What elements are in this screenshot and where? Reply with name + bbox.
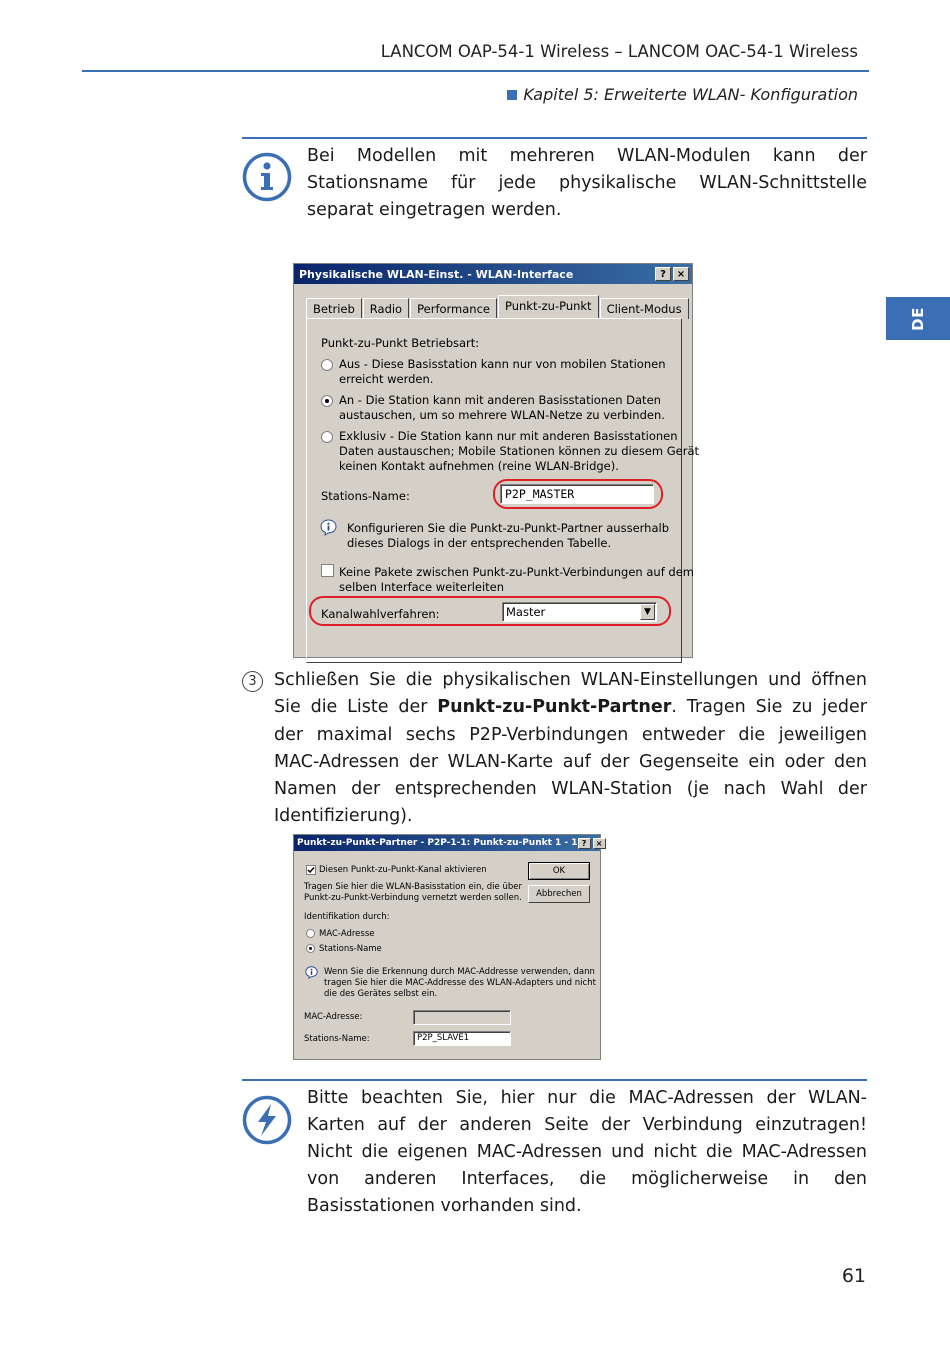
checkmark-icon — [307, 866, 315, 874]
mac-label: MAC-Adresse: — [304, 1012, 363, 1022]
info-icon — [305, 966, 318, 979]
mode-exklusiv-line1: Exklusiv - Die Station kann nur mit anderen Basisstationen — [339, 429, 678, 443]
station-name-label: Stations-Name: — [304, 1034, 370, 1044]
wlan-interface-dialog — [293, 263, 700, 658]
mode-radio-an[interactable] — [321, 395, 333, 407]
tab-client-modus[interactable]: Client-Modus — [600, 298, 689, 319]
step-text-end: . Tragen Sie zu jeder der maximal sechs P2P-Verbindungen entweder die jeweiligen MAC-Adressen der WLAN-Karte auf der Gegenseite ein oder den Namen der entsprechenden WLAN-Station (je nach Wahl der Identifizierung). — [274, 697, 868, 827]
dialog-title-bar — [294, 264, 692, 284]
help-button[interactable]: ? — [655, 267, 671, 281]
ident-mac-label: MAC-Adresse — [319, 929, 375, 939]
mac-field[interactable] — [413, 1010, 511, 1025]
dialog-title: Punkt-zu-Punkt-Partner - P2P-1-1: Punkt-zu-Punkt 1 - 1 — [297, 838, 578, 848]
mac-info-line2: tragen Sie hier die MAC-Addresse des WLAN-Adapters und nicht — [324, 978, 596, 988]
mode-aus-line2: erreicht werden. — [339, 372, 434, 386]
p2p-info-line1: Konfigurieren Sie die Punkt-zu-Punkt-Partner ausserhalb — [347, 521, 669, 535]
chapter-square-icon — [507, 90, 517, 100]
header-rule — [82, 70, 869, 72]
station-name-field[interactable]: P2P_SLAVE1 — [413, 1031, 511, 1046]
close-button[interactable]: × — [593, 838, 606, 849]
step-number: 3 — [242, 671, 263, 692]
language-tab-label: DE — [908, 306, 927, 331]
p2p-partner-dialog — [293, 834, 601, 1060]
warning-note-rule — [242, 1079, 867, 1081]
page-number: 61 — [841, 1265, 866, 1287]
ident-label: Identifikation durch: — [304, 912, 390, 922]
mode-exklusiv-line2: Daten austauschen; Mobile Stationen können zu diesem Gerät — [339, 444, 700, 458]
step-text-bold: Punkt-zu-Punkt-Partner — [437, 697, 672, 718]
channel-highlight — [309, 596, 671, 626]
ident-station-label: Stations-Name — [319, 944, 382, 954]
tab-panel — [306, 318, 700, 663]
chapter-heading — [507, 85, 858, 104]
tab-strip — [306, 295, 690, 319]
language-tab — [886, 297, 950, 340]
tab-performance[interactable]: Performance — [410, 298, 497, 319]
warning-note-text: Bitte beachten Sie, hier nur die MAC-Adressen der WLAN-Karten auf der anderen Seite der Verbindung einzutragen! Nicht die eigenen MAC-Adressen und nicht die MAC-Adressen von anderen Interfaces, die möglicherweise in den Basisstationen vorhanden sind. — [307, 1088, 867, 1216]
running-header-title: LANCOM OAP-54-1 Wireless – LANCOM OAC-54-1 Wireless — [380, 42, 858, 61]
mac-info-line3: die des Gerätes selbst ein. — [324, 989, 438, 999]
no-forward-checkbox[interactable] — [321, 564, 334, 577]
mode-group-label: Punkt-zu-Punkt Betriebsart: — [321, 336, 480, 350]
station-name-highlight — [493, 479, 663, 509]
dialog-title: Physikalische WLAN-Einst. - WLAN-Interface — [299, 267, 574, 281]
tab-betrieb[interactable]: Betrieb — [306, 298, 362, 319]
activate-checkbox[interactable] — [306, 865, 316, 875]
channel-label: Kanalwahlverfahren: — [321, 607, 440, 621]
cancel-button[interactable]: Abbrechen — [528, 885, 590, 903]
mode-radio-aus[interactable] — [321, 359, 333, 371]
mode-an-line1: An - Die Station kann mit anderen Basisstationen Daten — [339, 393, 661, 407]
chevron-down-icon[interactable]: ▼ — [640, 604, 655, 620]
mac-info-line1: Wenn Sie die Erkennung durch MAC-Addresse verwenden, dann — [324, 967, 595, 977]
mode-an-line2: austauschen, um so mehrere WLAN-Netze zu verbinden. — [339, 408, 665, 422]
ident-radio-mac[interactable] — [306, 929, 315, 938]
tab-radio[interactable]: Radio — [363, 298, 409, 319]
step-text — [274, 667, 867, 831]
desc-line2: Punkt-zu-Punkt-Verbindung vernetzt werden sollen. — [304, 893, 522, 903]
info-note-rule — [242, 137, 867, 139]
no-forward-line1: Keine Pakete zwischen Punkt-zu-Punkt-Verbindungen auf dem — [339, 565, 694, 579]
tab-punkt-zu-punkt[interactable]: Punkt-zu-Punkt — [498, 295, 599, 319]
step-text-start: Schließen Sie die physikalischen WLAN-Einstellungen und öffnen Sie die Liste der — [274, 670, 867, 718]
ok-button[interactable]: OK — [528, 862, 590, 880]
ident-radio-station[interactable] — [306, 944, 315, 953]
mode-exklusiv-line3: keinen Kontakt aufnehmen (reine WLAN-Bridge). — [339, 459, 619, 473]
no-forward-line2: selben Interface weiterleiten — [339, 580, 505, 594]
mode-radio-exklusiv[interactable] — [321, 431, 333, 443]
lightning-warning-icon — [242, 1095, 292, 1145]
desc-line1: Tragen Sie hier die WLAN-Basisstation ein, die über — [304, 882, 522, 892]
station-name-label: Stations-Name: — [321, 489, 410, 503]
mode-aus-line1: Aus - Diese Basisstation kann nur von mobilen Stationen — [339, 357, 666, 371]
info-icon — [242, 152, 292, 202]
info-icon — [320, 519, 337, 536]
channel-select-value: Master — [506, 605, 546, 619]
p2p-info-line2: dieses Dialogs in der entsprechenden Tabelle. — [347, 536, 612, 550]
station-name-field[interactable]: P2P_MASTER — [500, 484, 654, 504]
help-button[interactable]: ? — [578, 838, 591, 849]
chapter-label: Kapitel 5: Erweiterte WLAN- Konfiguration — [523, 85, 858, 104]
info-note-text: Bei Modellen mit mehreren WLAN-Modulen kann der Stationsname für jede physikalische WLAN-Schnittstelle separat eingetragen werden. — [307, 146, 867, 220]
dialog-title-bar — [294, 835, 603, 851]
activate-label: Diesen Punkt-zu-Punkt-Kanal aktivieren — [319, 865, 487, 875]
close-button[interactable]: × — [673, 267, 689, 281]
